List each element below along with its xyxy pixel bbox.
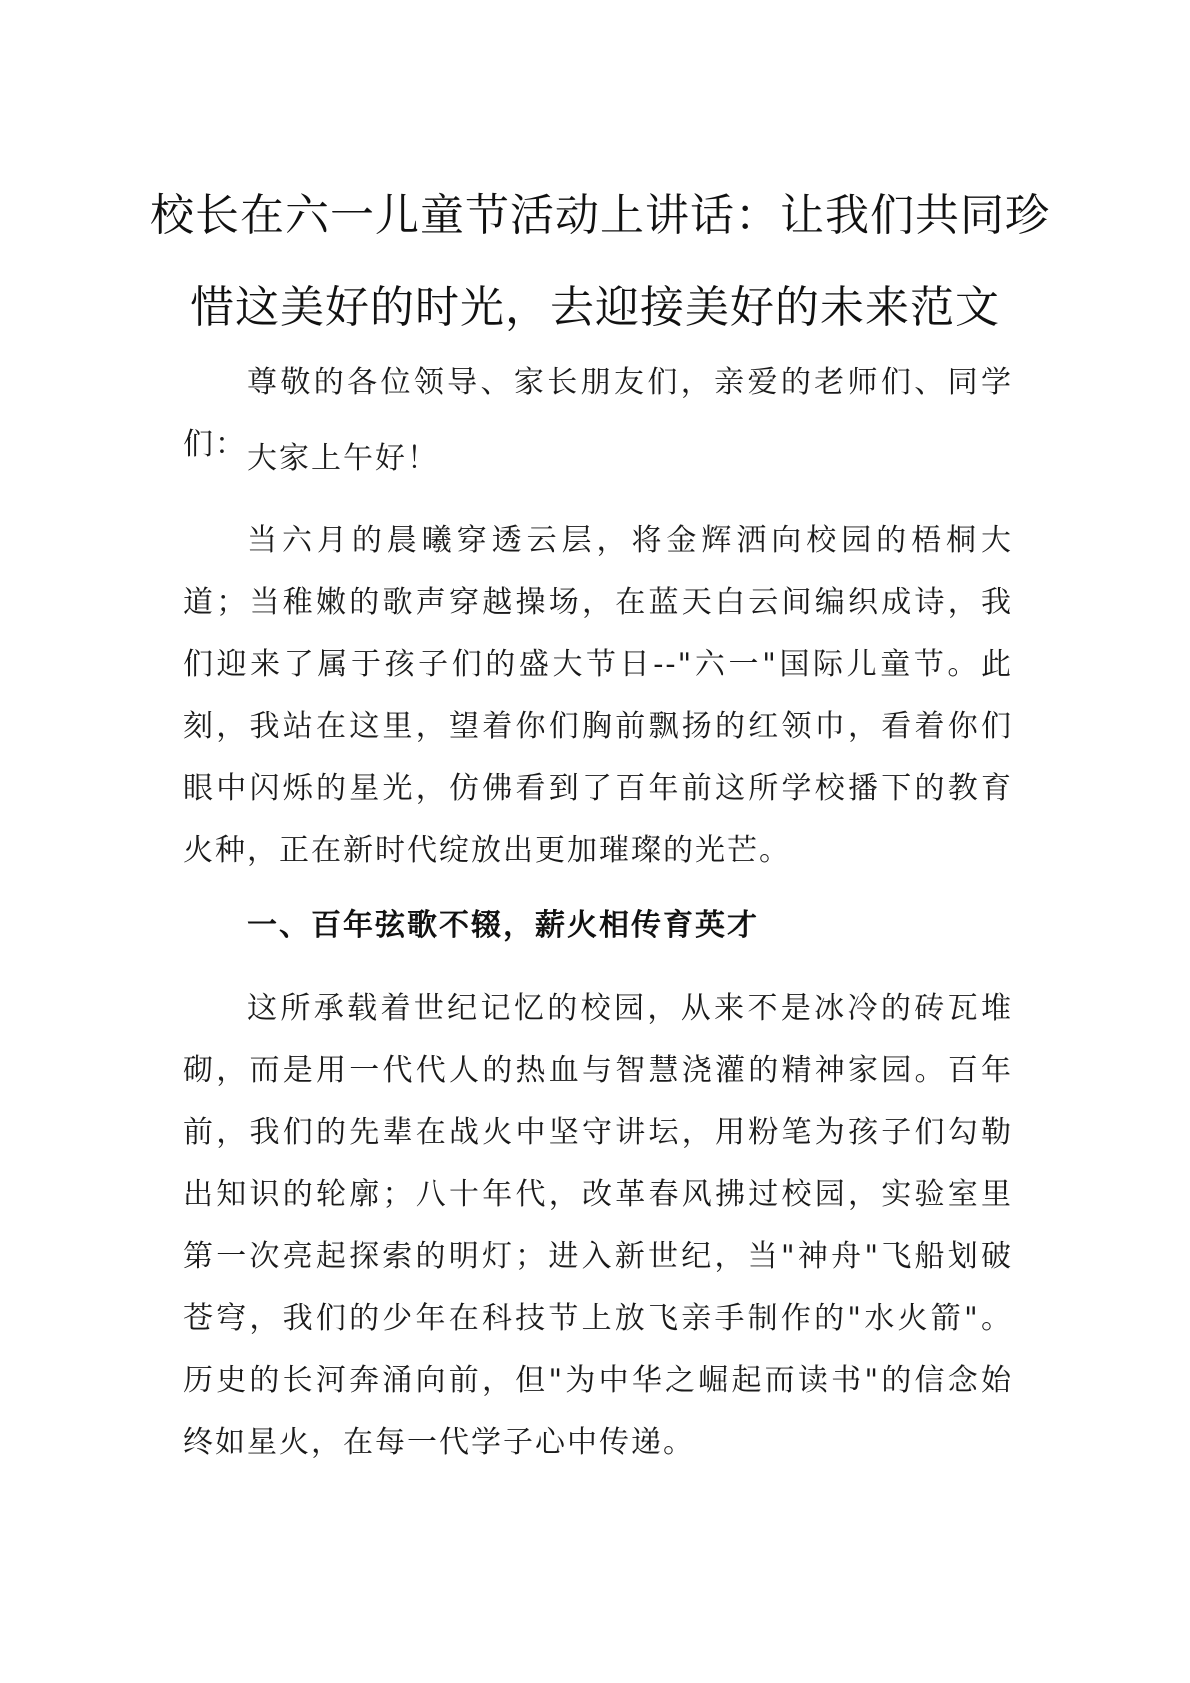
section-1-heading: 一、百年弦歌不辍，薪火相传育英才 [247, 908, 759, 943]
section-1-paragraph: 这所承载着世纪记忆的校园，从来不是冰冷的砖瓦堆砌，而是用一代代人的热血与智慧浇灌的精神家园。百年前，我们的先辈在战火中坚守讲坛，用粉笔为孩子们勾勒出知识的轮廓；八十年代，改革春风拂过校园，实验室里第一次亮起探索的明灯；进入新世纪，当"神舟"飞船划破苍穹，我们的少年在科技节上放飞亲手制作的"水火箭"。历史的长河奔涌向前，但"为中华之崛起而读书"的信念始终如星火，在每一代学子心中传递。 [183, 991, 1013, 1460]
intro-paragraph: 当六月的晨曦穿透云层，将金辉洒向校园的梧桐大道；当稚嫩的歌声穿越操场，在蓝天白云间编织成诗，我们迎来了属于孩子们的盛大节日--"六一"国际儿童节。此刻，我站在这里，望着你们胸前飘扬的红领巾，看着你们眼中闪烁的星光，仿佛看到了百年前这所学校播下的教育火种，正在新时代绽放出更加璀璨的光芒。 [183, 523, 1013, 868]
document-title [150, 170, 1050, 354]
greeting-paragraph: 大家上午好！ [247, 441, 439, 476]
title-line-2: 惜这美好的时光，去迎接美好的未来范文 [190, 282, 1000, 333]
title-line-1: 校长在六一儿童节活动上讲话：让我们共同珍 [150, 190, 1050, 241]
salutation-paragraph: 尊敬的各位领导、家长朋友们，亲爱的老师们、同学们： [183, 365, 1013, 462]
